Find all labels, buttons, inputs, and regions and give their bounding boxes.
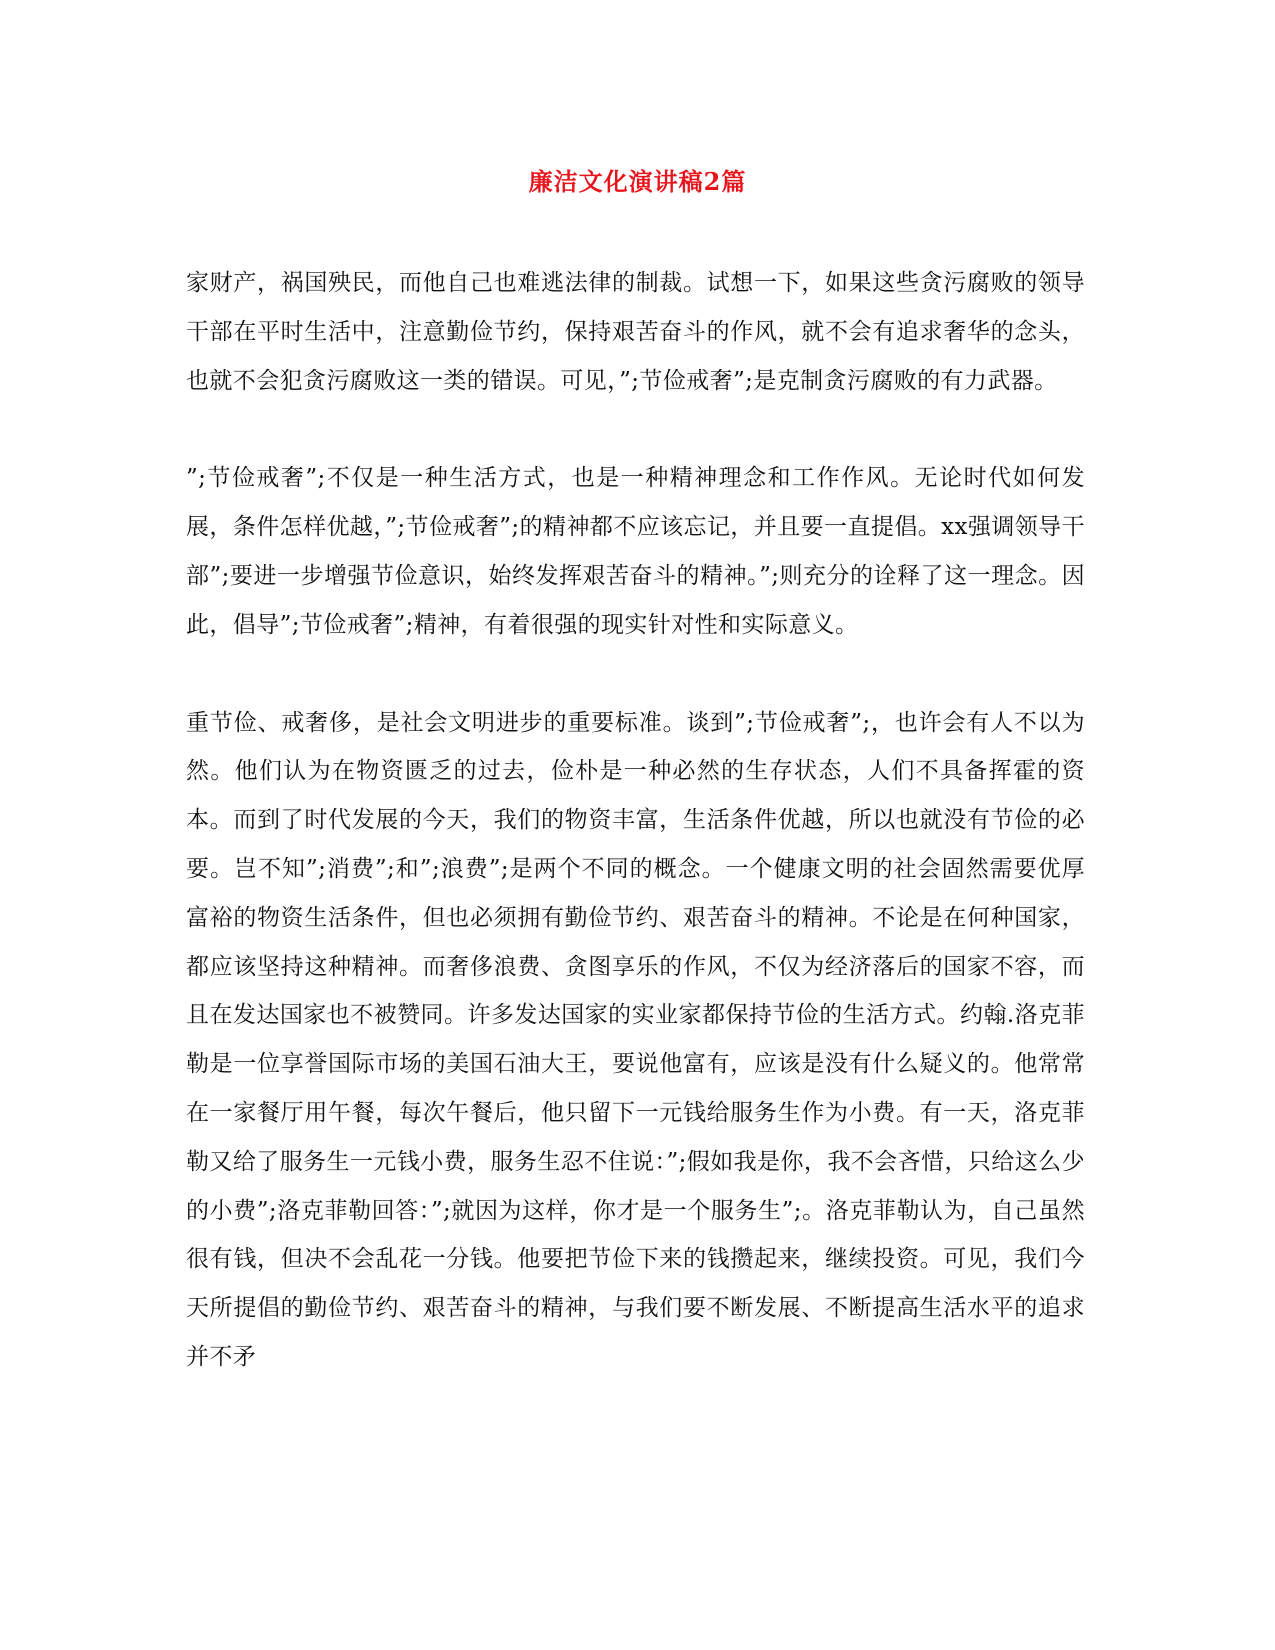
paragraph-1: 家财产，祸国殃民，而他自己也难逃法律的制裁。试想一下，如果这些贪污腐败的领导干部在平时生活中，注意勤俭节约，保持艰苦奋斗的作风，就不会有追求奢华的念头，也就不会犯贪污腐败这一类的错误。可见，”;节俭戒奢”;是克制贪污腐败的有力武器。 — [186, 270, 1085, 394]
paragraph-2: ”;节俭戒奢”;不仅是一种生活方式，也是一种精神理念和工作作风。无论时代如何发展，条件怎样优越，”;节俭戒奢”;的精神都不应该忘记，并且要一直提倡。xx强调领导干部”;要进一步增强节俭意识，始终发挥艰苦奋斗的精神。”;则充分的诠释了这一理念。因此，倡导”;节俭戒奢”;精神，有着很强的现实针对性和实际意义。 — [186, 465, 1085, 638]
paragraph-3: 重节俭、戒奢侈，是社会文明进步的重要标准。谈到”;节俭戒奢”;，也许会有人不以为然。他们认为在物资匮乏的过去，俭朴是一种必然的生存状态，人们不具备挥霍的资本。而到了时代发展的今天，我们的物资丰富，生活条件优越，所以也就没有节俭的必要。岂不知”;消费”;和”;浪费”;是两个不同的概念。一个健康文明的社会固然需要优厚富裕的物资生活条件，但也必须拥有勤俭节约、艰苦奋斗的精神。不论是在何种国家，都应该坚持这种精神。而奢侈浪费、贪图享乐的作风，不仅为经济落后的国家不容，而且在发达国家也不被赞同。许多发达国家的实业家都保持节俭的生活方式。约翰.洛克菲勒是一位享誉国际市场的美国石油大王，要说他富有，应该是没有什么疑义的。他常常在一家餐厅用午餐，每次午餐后，他只留下一元钱给服务生作为小费。有一天，洛克菲勒又给了服务生一元钱小费，服务生忍不住说：”;假如我是你，我不会吝惜，只给这么少的小费”;洛克菲勒回答：”;就因为这样，你才是一个服务生”;。洛克菲勒认为，自己虽然很有钱，但决不会乱花一分钱。他要把节俭下来的钱攒起来，继续投资。可见，我们今天所提倡的勤俭节约、艰苦奋斗的精神，与我们要不断发展、不断提高生活水平的追求并不矛 — [186, 709, 1085, 1370]
document-title: 廉洁文化演讲稿2篇 — [528, 167, 747, 196]
document-body — [186, 259, 1085, 1431]
